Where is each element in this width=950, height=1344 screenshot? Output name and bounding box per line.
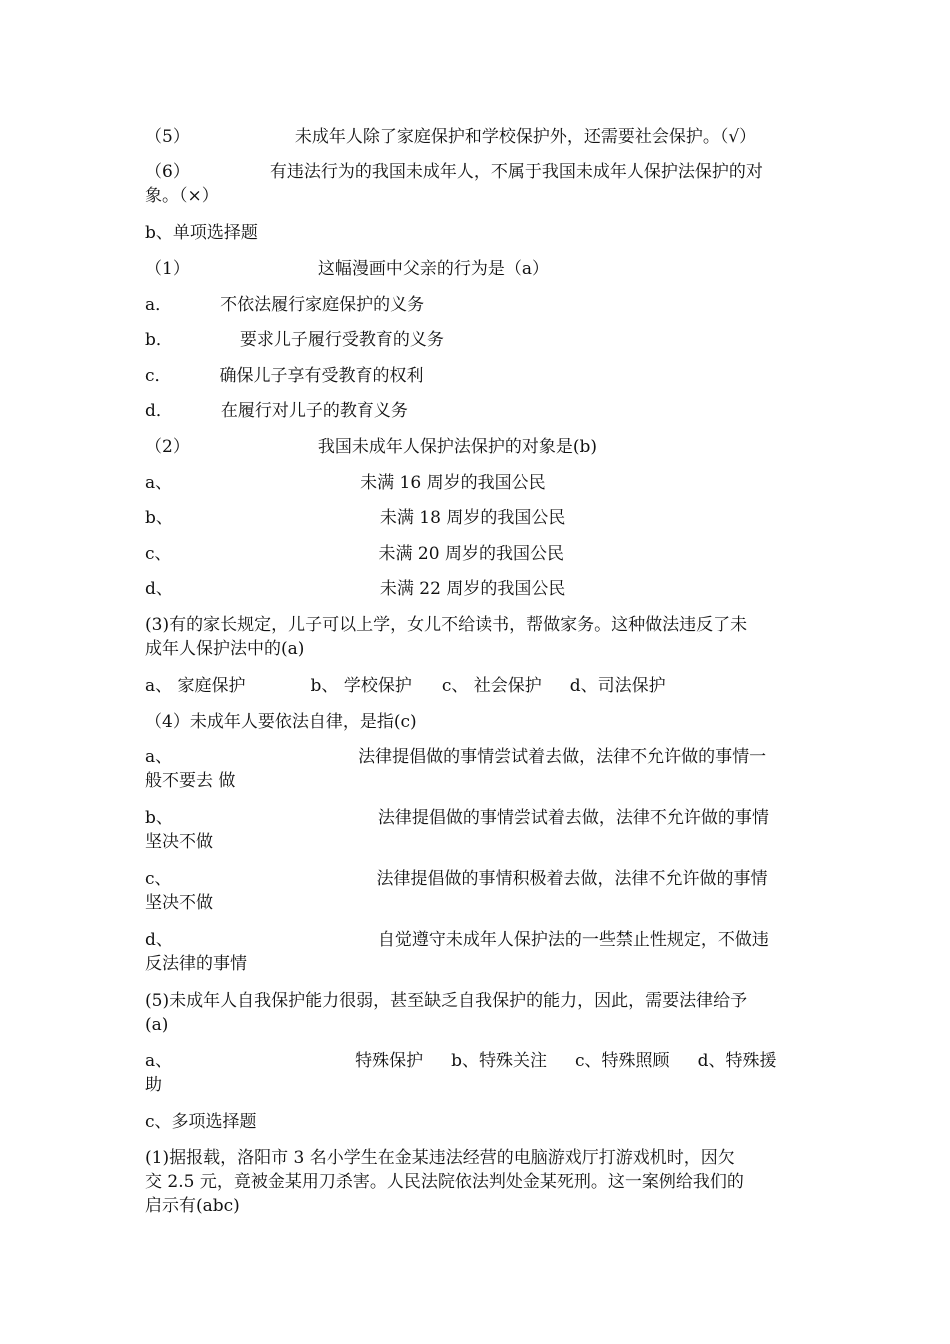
option-label: d． [145,401,173,421]
option-d [145,399,810,423]
option-text: 法律提倡做的事情尝试着去做，法律不允许做的事情 [377,808,769,828]
option-c: c、 社会保护 [441,676,542,696]
option-a: 特殊保护 [355,1051,424,1071]
option-d: d、司法保护 [569,676,666,696]
option-c [145,364,810,388]
option-text: 自觉遵守未成年人保护法的一些禁止性规定，不做违 [377,930,769,950]
option-c [145,542,810,566]
option-label: c、 [145,544,172,564]
option-text: 法律提倡做的事情尝试着去做，法律不允许做的事情一 [358,747,767,767]
option-a [145,471,810,495]
multi-question-1-cont: 交 2.5 元，竟被金某用刀杀害。人民法院依法判处金某死刑。这一案例给我们的 [145,1172,744,1192]
option-text: 未满 22 周岁的我国公民 [379,579,566,599]
option-a [145,293,810,317]
option-label: d、 [145,579,173,599]
question-4: （4）未成年人要依法自律，是指(c) [145,712,417,732]
option-d [145,577,810,601]
question-text: 我国未成年人保护法保护的对象是(b) [317,437,597,457]
option-label: a、 [145,473,173,493]
option-b: b、特殊关注 [451,1051,548,1071]
question-2 [145,435,810,459]
judge-item-6-cont: 象。（×） [145,186,219,206]
option-label: a、 [145,747,173,767]
option-label: d、 [145,930,173,950]
multi-question-1-cont-2: 启示有(abc) [145,1196,240,1216]
question-5-options [145,1049,810,1073]
option-label: a． [145,295,173,315]
option-text: 未满 16 周岁的我国公民 [360,473,546,493]
question-3-options [145,674,810,698]
option-b-cont: 坚决不做 [145,832,213,852]
item-text: 未成年人除了家庭保护和学校保护外，还需要社会保护。（√） [294,127,757,147]
option-text: 法律提倡做的事情积极着去做，法律不允许做的事情 [376,869,768,889]
question-number: （1） [145,259,190,279]
question-3-cont: 成年人保护法中的(a) [145,639,305,659]
option-label: c． [145,366,172,386]
multi-question-1: (1)据报载，洛阳市 3 名小学生在金某违法经营的电脑游戏厅打游戏机时，因欠 [145,1148,735,1168]
option-b [145,506,810,530]
option-c: c、特殊照顾 [575,1051,670,1071]
option-d [145,928,810,952]
option-c-cont: 坚决不做 [145,893,213,913]
option-text: 未满 18 周岁的我国公民 [379,508,566,528]
section-heading-multi-choice: c、多项选择题 [145,1112,257,1132]
option-label: a、 [145,1051,173,1071]
option-label: b、 [145,808,173,828]
option-b [145,806,810,830]
option-d-cont: 反法律的事情 [145,954,247,974]
question-3: (3)有的家长规定，儿子可以上学，女儿不给读书，帮做家务。这种做法违反了未 [145,615,748,635]
question-5: (5)未成年人自我保护能力很弱，甚至缺乏自我保护的能力，因此，需要法律给予 [145,991,748,1011]
option-d: d、特殊援 [697,1051,777,1071]
option-c [145,867,810,891]
option-label: b． [145,330,173,350]
option-a: a、 家庭保护 [145,676,246,696]
question-5-cont: (a) [145,1015,169,1035]
question-1 [145,257,810,281]
option-b [145,328,810,352]
option-text: 在履行对儿子的教育义务 [220,401,408,421]
option-label: b、 [145,508,173,528]
item-number: （6） [145,162,190,182]
item-number: （5） [145,127,190,147]
option-a-cont: 般不要去 做 [145,771,236,791]
option-text: 未满 20 周岁的我国公民 [378,544,564,564]
item-text: 有违法行为的我国未成年人，不属于我国未成年人保护法保护的对 [269,162,763,182]
section-heading-single-choice: b、单项选择题 [145,223,258,243]
option-text: 要求儿子履行受教育的义务 [239,330,444,350]
option-a [145,745,810,769]
question-text: 这幅漫画中父亲的行为是（a） [317,259,549,279]
option-label: c、 [145,869,172,889]
judge-item-5 [145,125,810,149]
question-number: （2） [145,437,190,457]
judge-item-6 [145,160,810,184]
option-b: b、 学校保护 [310,676,412,696]
option-text: 确保儿子享有受教育的权利 [219,366,424,386]
question-5-options-cont: 助 [145,1075,162,1095]
option-text: 不依法履行家庭保护的义务 [220,295,425,315]
